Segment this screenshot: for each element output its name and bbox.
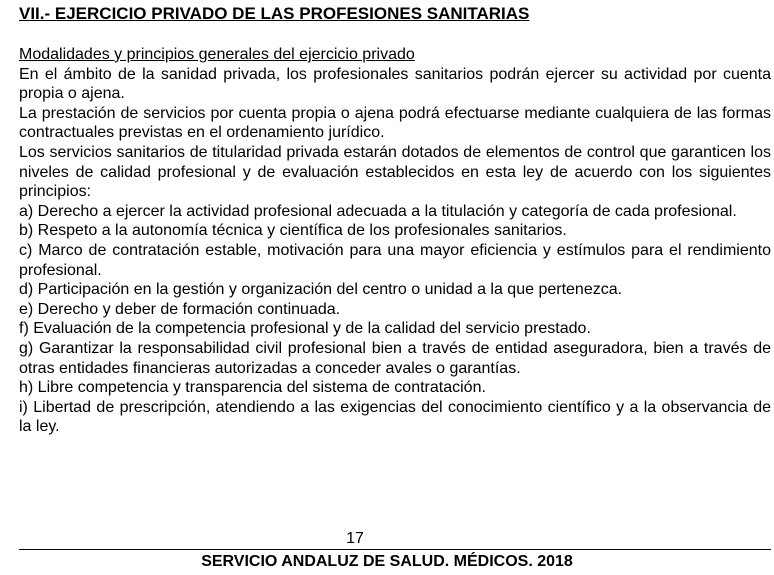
- principle-item-g: g) Garantizar la responsabilidad civil profesional bien a través de entidad aseguradora, bien a través de otras entidades financieras autorizadas a conceder avales o garantías.: [19, 339, 771, 377]
- principle-item-i: i) Libertad de prescripción, atendiendo a las exigencias del conocimiento científico y a la observancia de la ley.: [19, 398, 771, 436]
- paragraph: Los servicios sanitarios de titularidad privada estarán dotados de elementos de control que garanticen los niveles de calidad profesional y de evaluación establecidos en esta ley de acuerdo con los siguientes principios:: [19, 143, 771, 201]
- principle-item-f: f) Evaluación de la competencia profesional y de la calidad del servicio prestado.: [19, 320, 591, 338]
- page-number: 17: [346, 530, 364, 547]
- footer-divider: [19, 549, 771, 550]
- paragraph: En el ámbito de la sanidad privada, los profesionales sanitarios podrán ejercer su actividad por cuenta propia o ajena.: [19, 65, 771, 103]
- paragraph: La prestación de servicios por cuenta propia o ajena podrá efectuarse mediante cualquiera de las formas contractuales previstas en el ordenamiento jurídico.: [19, 104, 771, 142]
- subsection-title: Modalidades y principios generales del ejercicio privado: [19, 46, 415, 63]
- principle-item-h: h) Libre competencia y transparencia del sistema de contratación.: [19, 379, 486, 397]
- principle-item-a: a) Derecho a ejercer la actividad profesional adecuada a la titulación y categoría de cada profesional.: [19, 202, 737, 220]
- section-title: VII.- EJERCICIO PRIVADO DE LAS PROFESIONES SANITARIAS: [19, 4, 530, 23]
- footer-text: SERVICIO ANDALUZ DE SALUD. MÉDICOS. 2018: [201, 553, 573, 570]
- principle-item-e: e) Derecho y deber de formación continuada.: [19, 300, 341, 318]
- document-body: [19, 45, 771, 437]
- principle-item-d: d) Participación en la gestión y organización del centro o unidad a la que pertenezca.: [19, 281, 623, 299]
- principle-item-c: c) Marco de contratación estable, motivación para una mayor eficiencia y estímulos para el rendimiento profesional.: [19, 241, 771, 279]
- principle-item-b: b) Respeto a la autonomía técnica y científica de los profesionales sanitarios.: [19, 222, 567, 240]
